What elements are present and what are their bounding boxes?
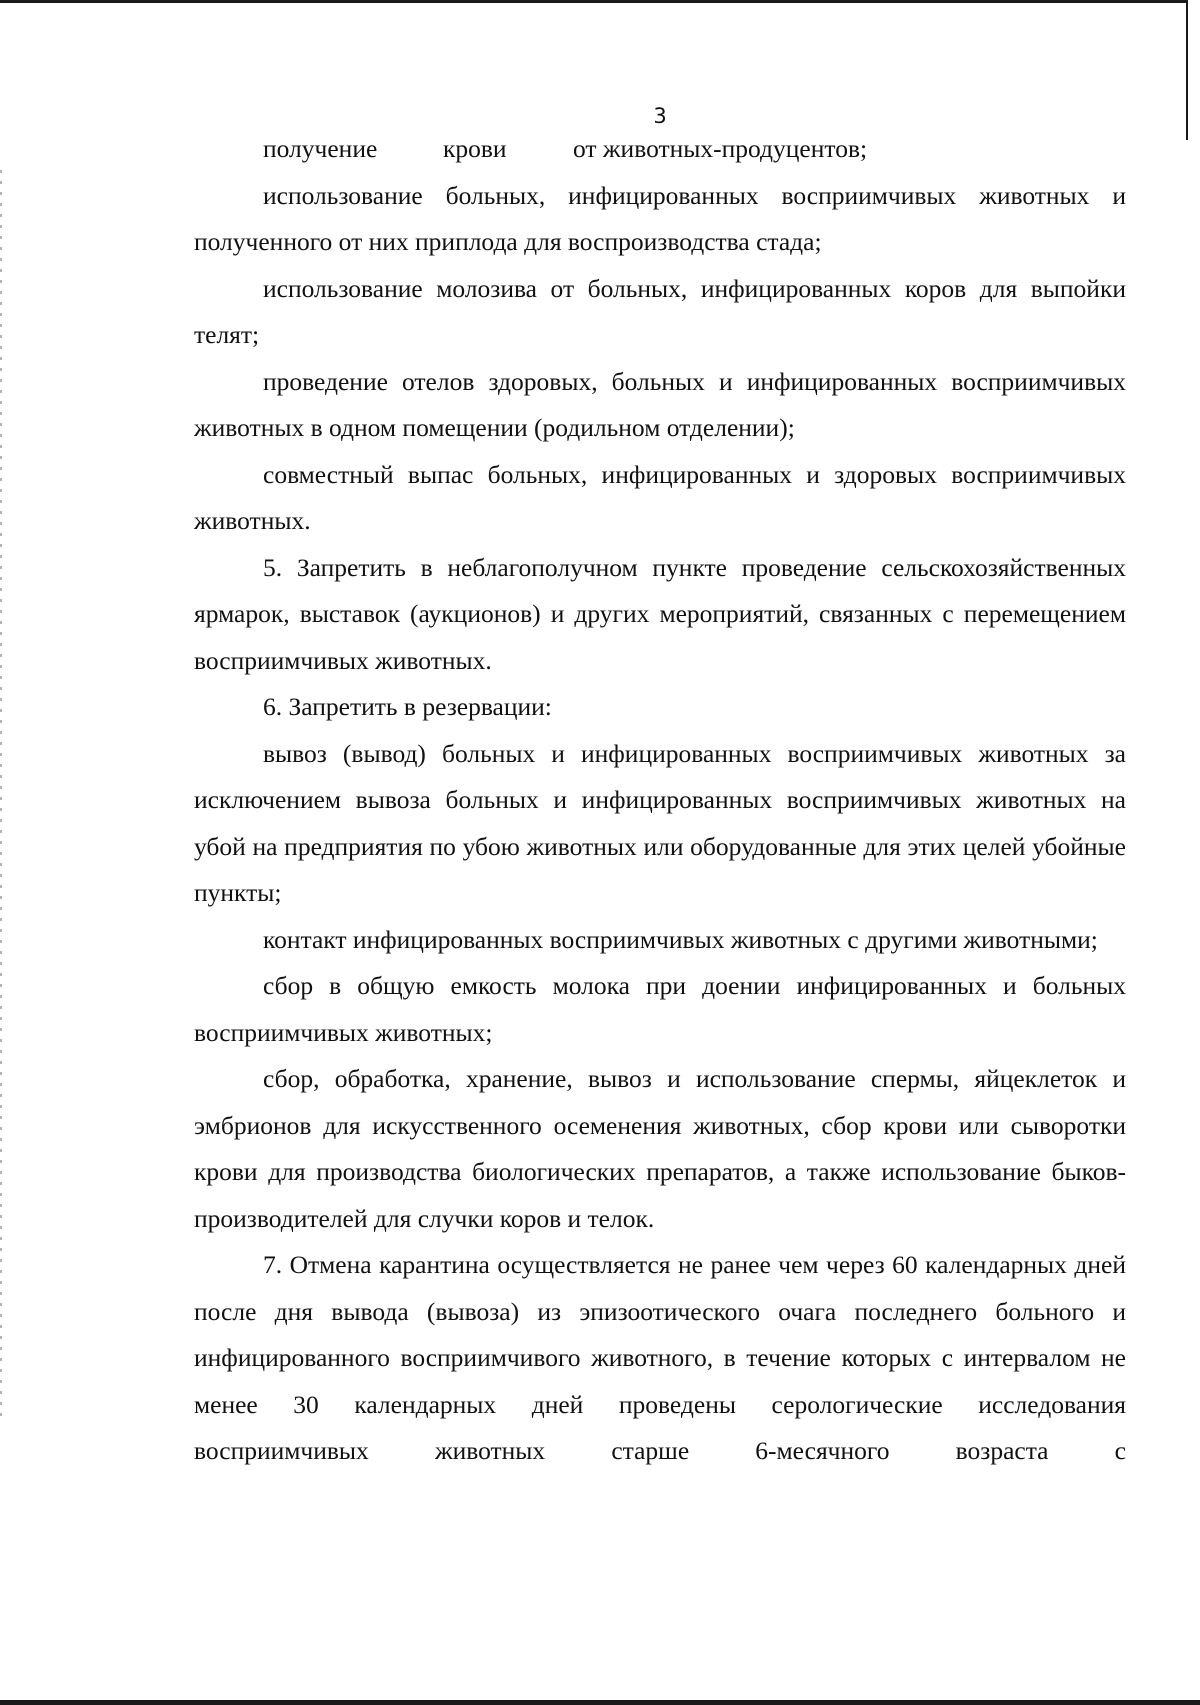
paragraph-2: использование молозива от больных, инфицированных коров для выпойки телят;	[194, 273, 1126, 349]
page-number: 3	[653, 104, 667, 128]
paragraph-6: 6. Запретить в резервации:	[263, 692, 552, 721]
paragraph-5: 5. Запретить в неблагополучном пункте проведение сельскохозяйственных ярмарок, выставок (аукционов) и других мероприятий, связанных с перемещением восприимчивых животных.	[194, 552, 1126, 675]
scan-edge-top	[0, 0, 1188, 3]
first-line	[194, 126, 1126, 173]
paragraph-11: 7. Отмена карантина осуществляется не ранее чем через 60 календарных дней после дня вывода (вывоза) из эпизоотического очага последнего больного и инфицированного восприимчивого животного, в течение которых с интервалом не менее 30 календарных дней проведены серологические исследования восприимчивых животных старше 6-месячного возраста с	[194, 1250, 1126, 1465]
paragraph-7: вывоз (вывод) больных и инфицированных восприимчивых животных за исключением вывоза больных и инфицированных восприимчивых животных на убой на предприятия по убою животных или оборудованные для этих целей убойные пункты;	[194, 738, 1126, 907]
first-line-word-3: от животных-продуцентов;	[573, 134, 868, 163]
paragraph-3: проведение отелов здоровых, больных и инфицированных восприимчивых животных в одном помещении (родильном отделении);	[194, 366, 1126, 442]
paragraph-4: совместный выпас больных, инфицированных и здоровых восприимчивых животных.	[194, 459, 1126, 535]
scan-edge-left	[0, 170, 2, 1420]
paragraph-10: сбор, обработка, хранение, вывоз и использование спермы, яйцеклеток и эмбрионов для искусственного осеменения животных, сбор крови или сыворотки крови для производства биологических препаратов, а также использование быков-производителей для случки коров и телок.	[194, 1064, 1126, 1233]
paragraph-1: использование больных, инфицированных восприимчивых животных и полученного от них приплода для воспроизводства стада;	[194, 180, 1126, 256]
first-line-word-2: крови	[443, 134, 507, 163]
paragraph-9: сбор в общую емкость молока при доении инфицированных и больных восприимчивых животных;	[194, 971, 1126, 1047]
first-line-word-1: получение	[263, 134, 378, 163]
paragraph-8: контакт инфицированных восприимчивых животных с другими животными;	[263, 924, 1098, 954]
document-body	[194, 126, 1126, 1475]
scan-edge-bottom	[0, 1700, 1200, 1705]
